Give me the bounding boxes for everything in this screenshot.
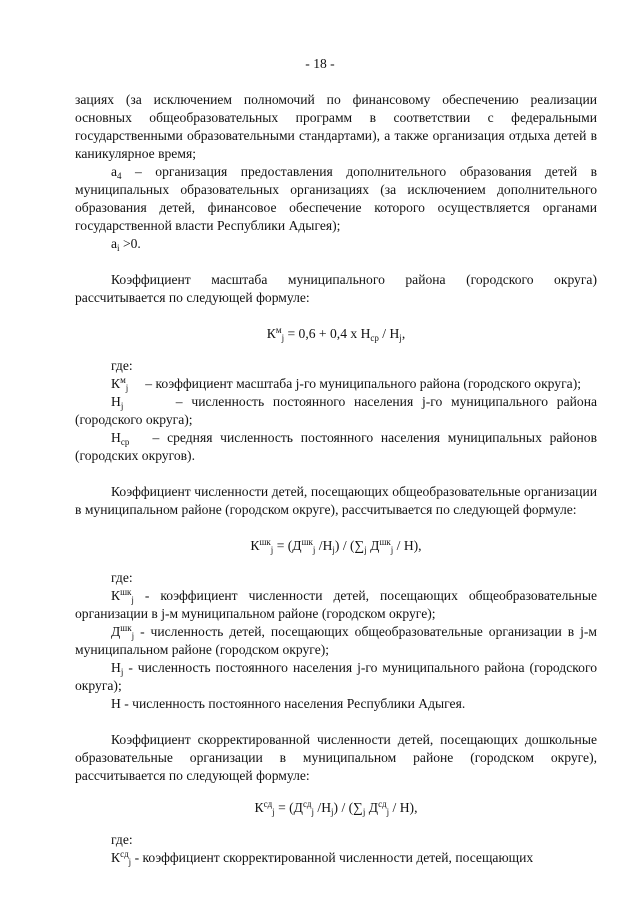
paragraph-kshk-intro: Коэффициент численности детей, посещающих общеобразовательные организации в муниципальном районе (городском округе), рассчитывается по следующей формуле: <box>75 484 597 517</box>
a4-subscript: 4 <box>117 171 122 181</box>
ai-symbol: a <box>111 236 118 251</box>
ai-text: >0. <box>119 236 141 251</box>
paragraph-a4 <box>75 163 597 235</box>
definition-km: $К^м_j$ – коэффициент масштаба j-го муниципального района (городского округа); <box>111 375 581 393</box>
definition-kshk: $К^{шк}_j$ - коэффициент численности детей, посещающих общеобразовательные организации в j-м муниципальном районе (городском округе); <box>75 587 597 621</box>
formula-kshk: $К^{шк}_j = (Д^{шк}_j$ $/Н_j) / (\sum_j$ $Д^{шк}_j / Н$), <box>250 537 422 555</box>
definition-dshk: $Д^{шк}_j$ - численность детей, посещающих общеобразовательные организации в j-м муниципальном районе (городском округе); <box>75 623 597 657</box>
formula-km: $К^м_j = 0,6 + 0,4$ x $Н_{ср} / Н_j$, <box>266 325 406 343</box>
a4-symbol: a <box>111 164 118 179</box>
paragraph-km-intro: Коэффициент масштаба муниципального района (городского округа) рассчитывается по следующей формуле: <box>75 272 597 305</box>
definition-hj: $Н_j$ – численность постоянного населения j-го муниципального района (городского округа); <box>75 394 601 427</box>
page-number: - 18 - <box>305 56 335 71</box>
definition-ksd: $К^{сд}_j$ - коэффициент скорректированной численности детей, посещающих <box>111 849 534 867</box>
a4-text: – организация предоставления дополнительного образования детей в муниципальных образовательных организациях (за исключением дополнительного образования детей, финансовое обеспечение которого осуществляется органами государственной власти Республики Адыгея); <box>75 164 597 233</box>
label-gde-1: где: <box>111 358 133 373</box>
definition-h: Н - численность постоянного населения Республики Адыгея. <box>111 696 466 711</box>
definition-hsr: $Н_{ср}$ – средняя численность постоянного населения муниципальных районов (городских округов). <box>75 430 601 463</box>
label-gde-2: где: <box>111 570 133 585</box>
label-gde-3: где: <box>111 832 133 847</box>
definition-hj-2: $Н_j$ - численность постоянного населения j-го муниципального района (городского округа); <box>75 660 597 693</box>
document-body <box>75 91 601 867</box>
paragraph-continuation: зациях (за исключением полномочий по финансовому обеспечению реализации основных общеобразовательных программ в соответствии с федеральными государственными образовательными стандартами), а также организация отдыха детей в каникулярное время; <box>75 92 597 161</box>
formula-ksd: $К^{сд}_j = (Д^{сд}_j$ $/Н_j) / (\sum_j$ $Д^{сд}_j / Н$), <box>254 799 418 817</box>
ai-subscript: i <box>117 243 120 253</box>
paragraph-ksd-intro: Коэффициент скорректированной численности детей, посещающих дошкольные образовательные организации в муниципальном районе (городском округе), рассчитывается по следующей формуле: <box>75 732 597 783</box>
paragraph-ai <box>75 235 597 253</box>
